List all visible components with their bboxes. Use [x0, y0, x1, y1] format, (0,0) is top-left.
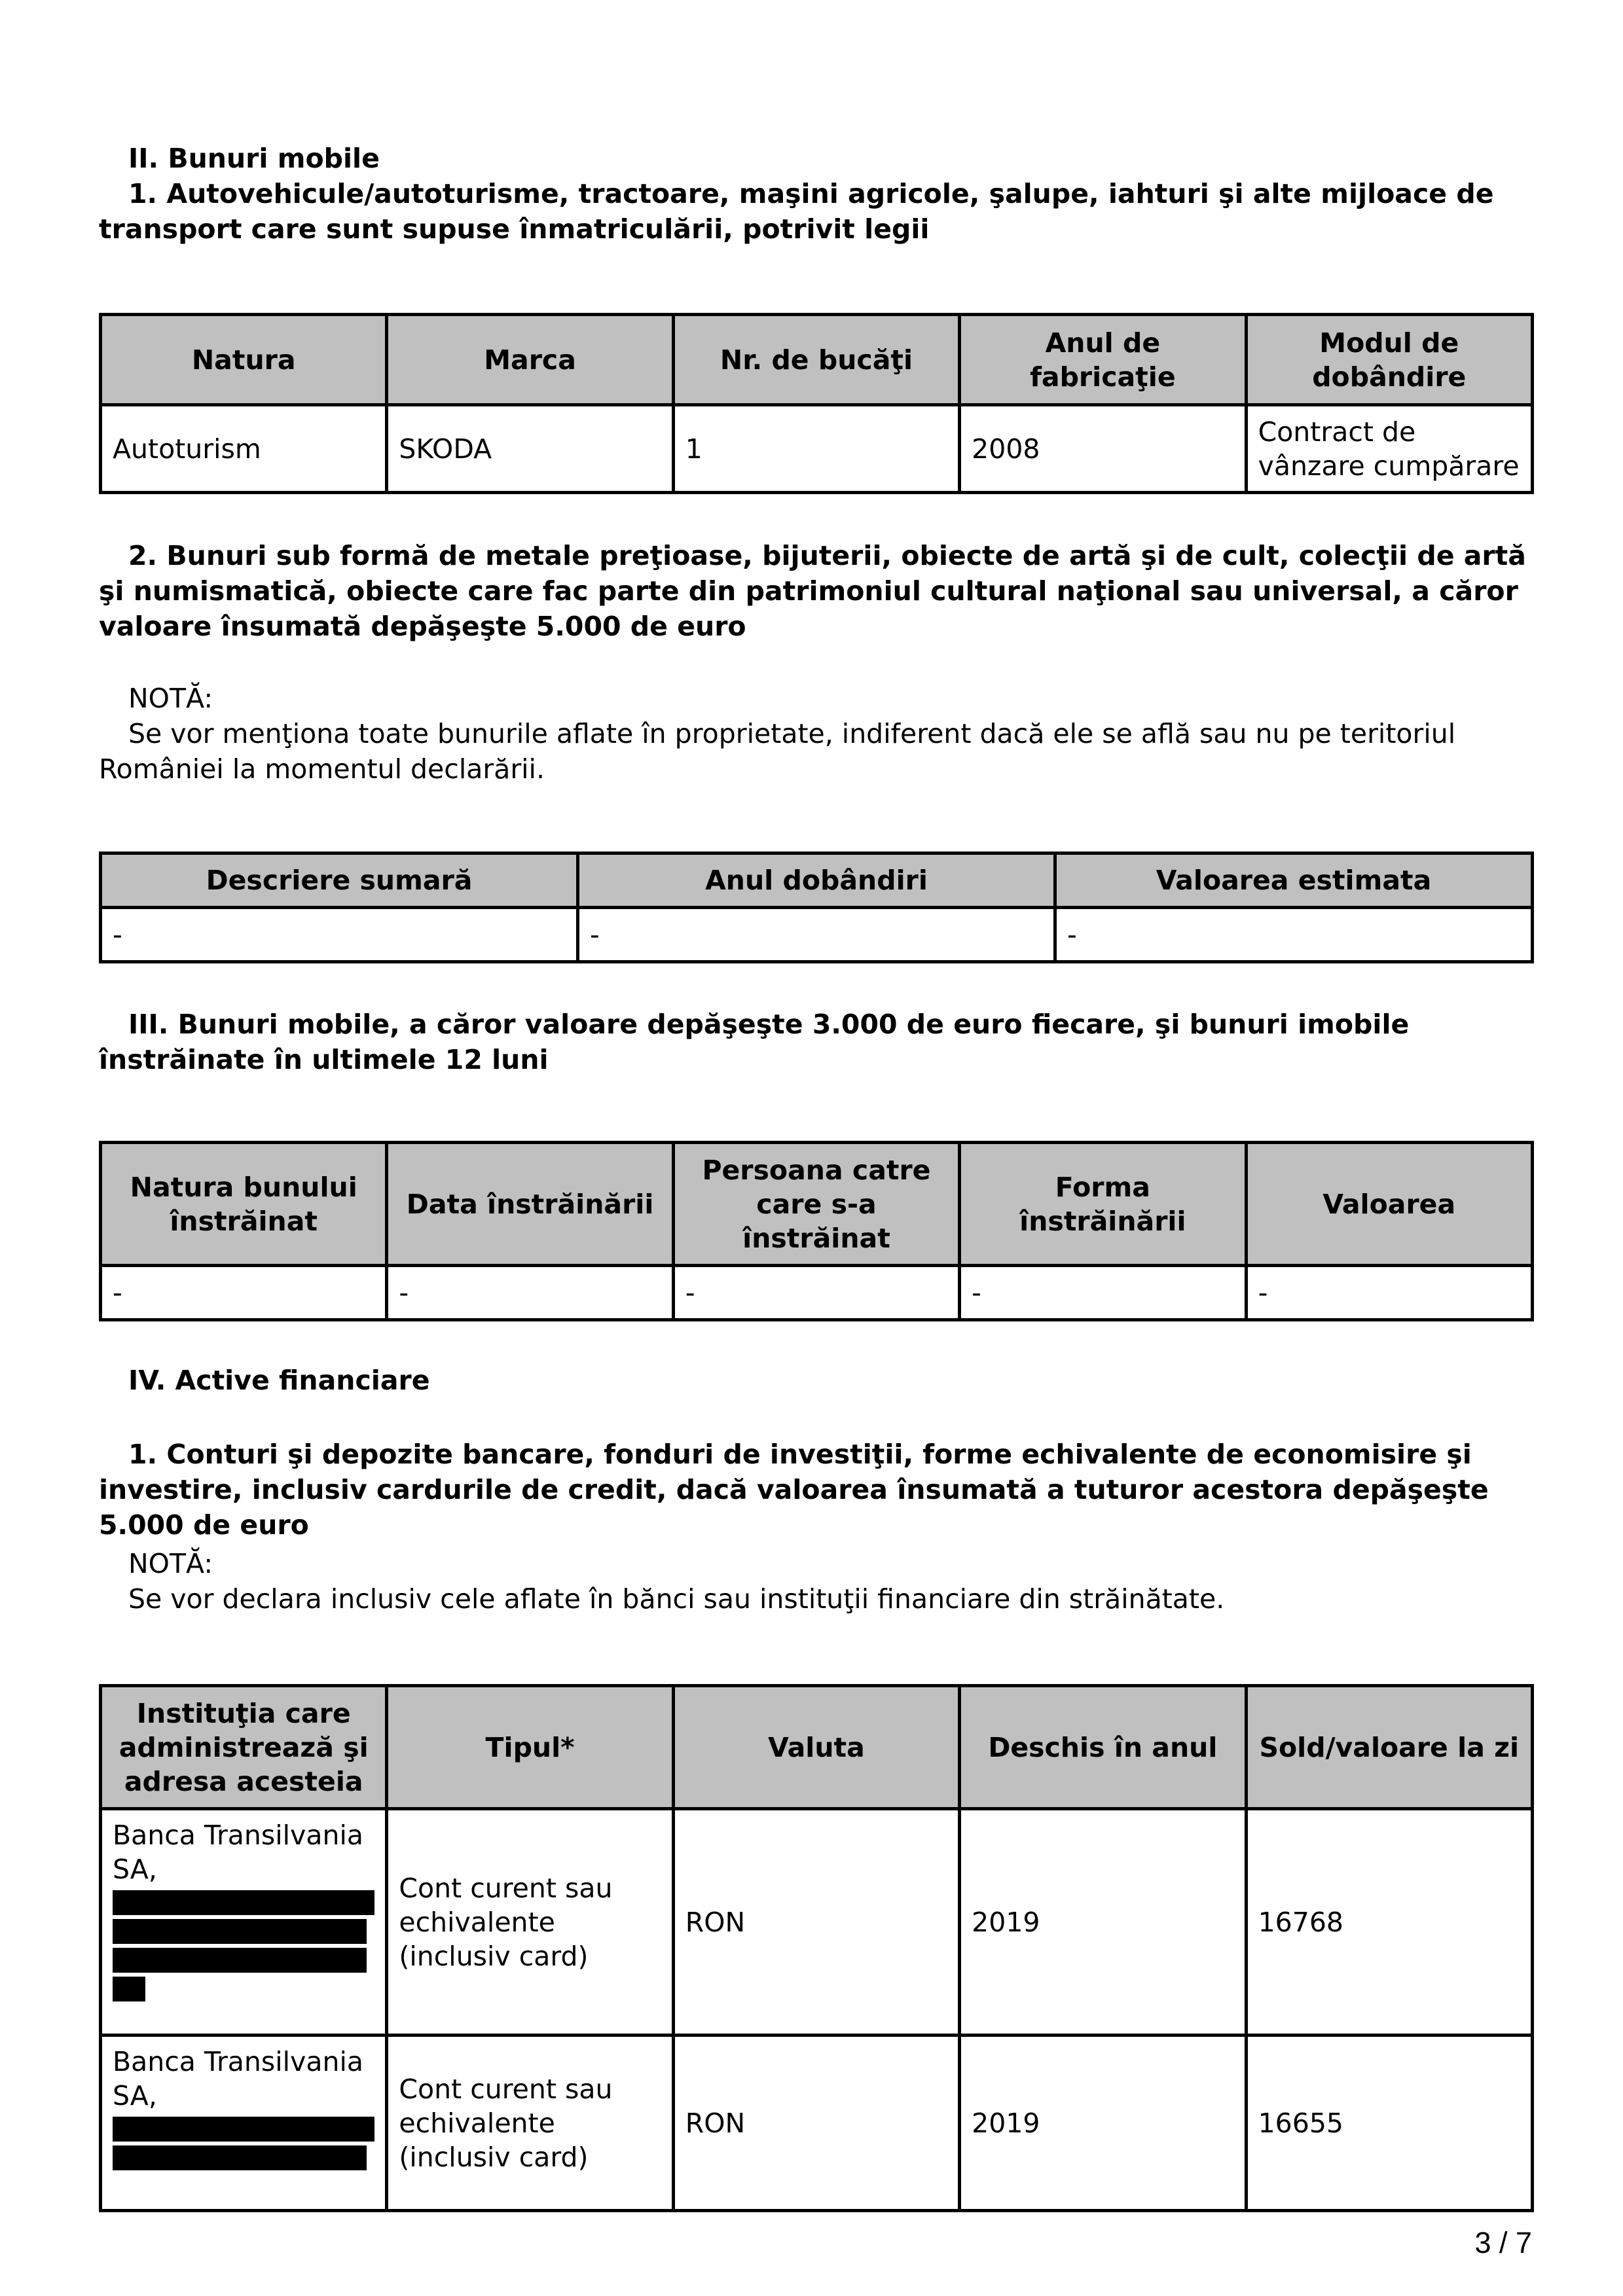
redaction-bar — [113, 1977, 145, 2001]
table-cell: 16768 — [1246, 1809, 1532, 2036]
table-header: Marca — [387, 315, 673, 405]
table-header: Instituţia care administrează şi adresa acesteia — [101, 1686, 387, 1809]
table-header: Valoarea — [1246, 1143, 1532, 1266]
table-cell: Autoturism — [101, 405, 387, 493]
table-cell: - — [101, 1266, 387, 1320]
table-cell: 2008 — [960, 405, 1246, 493]
table-cell: Cont curent sau echivalente (inclusiv card) — [387, 1809, 673, 2036]
table-header: Valoarea estimata — [1055, 853, 1533, 908]
table-header: Modul de dobândire — [1246, 315, 1532, 405]
table-cell: Contract de vânzare cumpărare — [1246, 405, 1532, 493]
redaction-bar — [113, 1919, 367, 1944]
table-header: Anul dobândiri — [578, 853, 1055, 908]
table-cell: Cont curent sau echivalente (inclusiv card) — [387, 2036, 673, 2211]
valuables-table — [99, 852, 1534, 963]
table-cell: 2019 — [960, 2036, 1246, 2211]
subsection-title: 2. Bunuri sub formă de metale preţioase, bijuterii, obiecte de artă şi de cult, colecţii de artă şi numismatică, obiecte care fac parte din patrimoniul cultural naţional sau universal, a căror valoare însumată depăşeşte 5.000 de euro — [99, 540, 1526, 642]
redaction-bar — [113, 2117, 374, 2142]
section-title: II. Bunuri mobile — [128, 143, 380, 174]
institution-name: Banca Transilvania SA, — [113, 1820, 363, 1885]
table-cell — [101, 2036, 387, 2211]
table-header: Deschis în anul — [960, 1686, 1246, 1809]
table-cell: - — [578, 908, 1055, 962]
page-number: 3 / 7 — [1474, 2226, 1532, 2259]
table-row — [101, 1266, 1533, 1320]
table-header: Descriere sumară — [101, 853, 578, 908]
table-header: Tipul* — [387, 1686, 673, 1809]
table-cell: RON — [673, 2036, 959, 2211]
bank-accounts-table — [99, 1684, 1534, 2212]
table-header: Nr. de bucăţi — [673, 315, 959, 405]
table-header: Valuta — [673, 1686, 959, 1809]
table-row — [101, 1809, 1533, 2036]
table-row — [101, 908, 1533, 962]
table-cell: SKODA — [387, 405, 673, 493]
redaction-bar — [113, 1948, 367, 1973]
table-cell: 1 — [673, 405, 959, 493]
redaction-bar — [113, 1890, 374, 1915]
note-label: NOTĂ: — [128, 683, 213, 714]
institution-name: Banca Transilvania SA, — [113, 2046, 363, 2111]
note-text: Se vor menţiona toate bunurile aflate în proprietate, indiferent dacă ele se află sau nu pe teritoriul României la momentul declarării. — [99, 718, 1456, 785]
vehicles-table — [99, 313, 1534, 494]
table-header: Natura bunului înstrăinat — [101, 1143, 387, 1266]
table-cell: RON — [673, 1809, 959, 2036]
table-cell: 16655 — [1246, 2036, 1532, 2211]
table-cell: 2019 — [960, 1809, 1246, 2036]
subsection-title: 1. Conturi şi depozite bancare, fonduri de investiţii, forme echivalente de economisire şi investire, inclusiv cardurile de credit, dacă valoarea însumată a tuturor acestora depăşeşte 5.000 de euro — [99, 1439, 1489, 1541]
table-cell: - — [1055, 908, 1533, 962]
table-header: Data înstrăinării — [387, 1143, 673, 1266]
note-text: Se vor declara inclusiv cele aflate în bănci sau instituţii financiare din străinătate. — [128, 1583, 1225, 1615]
table-cell: - — [101, 908, 578, 962]
table-header: Anul de fabricaţie — [960, 315, 1246, 405]
note-label: NOTĂ: — [128, 1548, 213, 1579]
subsection-title: 1. Autovehicule/autoturisme, tractoare, maşini agricole, şalupe, iahturi şi alte mijloace de transport care sunt supuse înmatriculării, potrivit legii — [99, 178, 1494, 245]
table-cell: - — [387, 1266, 673, 1320]
table-cell: - — [673, 1266, 959, 1320]
redaction-bar — [113, 2145, 367, 2170]
table-header: Natura — [101, 315, 387, 405]
table-header: Persoana catre care s-a înstrăinat — [673, 1143, 959, 1266]
table-header: Sold/valoare la zi — [1246, 1686, 1532, 1809]
section-title: III. Bunuri mobile, a căror valoare depăşeşte 3.000 de euro fiecare, şi bunuri imobile înstrăinate în ultimele 12 luni — [99, 1009, 1410, 1075]
table-row — [101, 2036, 1533, 2211]
table-cell: - — [960, 1266, 1246, 1320]
table-row — [101, 405, 1533, 493]
section-title: IV. Active financiare — [128, 1365, 430, 1396]
table-cell — [101, 1809, 387, 2036]
table-cell: - — [1246, 1266, 1532, 1320]
alienated-assets-table — [99, 1141, 1534, 1321]
table-header: Forma înstrăinării — [960, 1143, 1246, 1266]
